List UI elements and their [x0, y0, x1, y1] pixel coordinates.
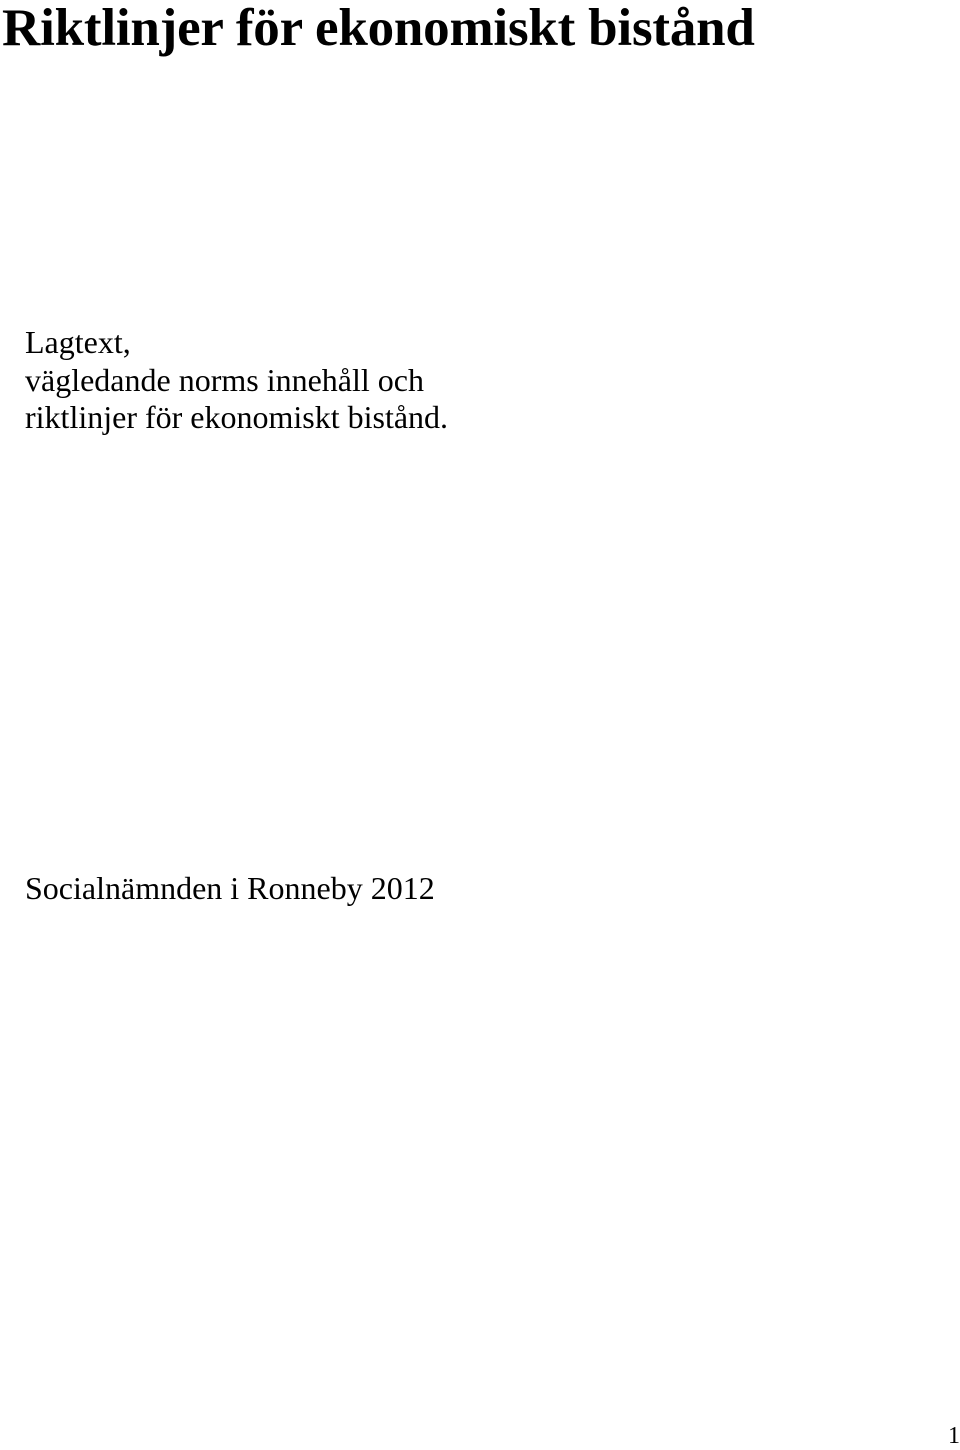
- document-subtitle: [25, 324, 448, 437]
- subtitle-line-3: riktlinjer för ekonomiskt bistånd.: [25, 399, 449, 435]
- publisher-line: Socialnämnden i Ronneby 2012: [25, 870, 435, 906]
- page-number: 1: [948, 1423, 960, 1449]
- subtitle-line-1: Lagtext,: [25, 324, 131, 360]
- document-title: Riktlinjer för ekonomiskt bistånd: [2, 0, 755, 57]
- subtitle-line-2: vägledande norms innehåll och: [25, 361, 424, 398]
